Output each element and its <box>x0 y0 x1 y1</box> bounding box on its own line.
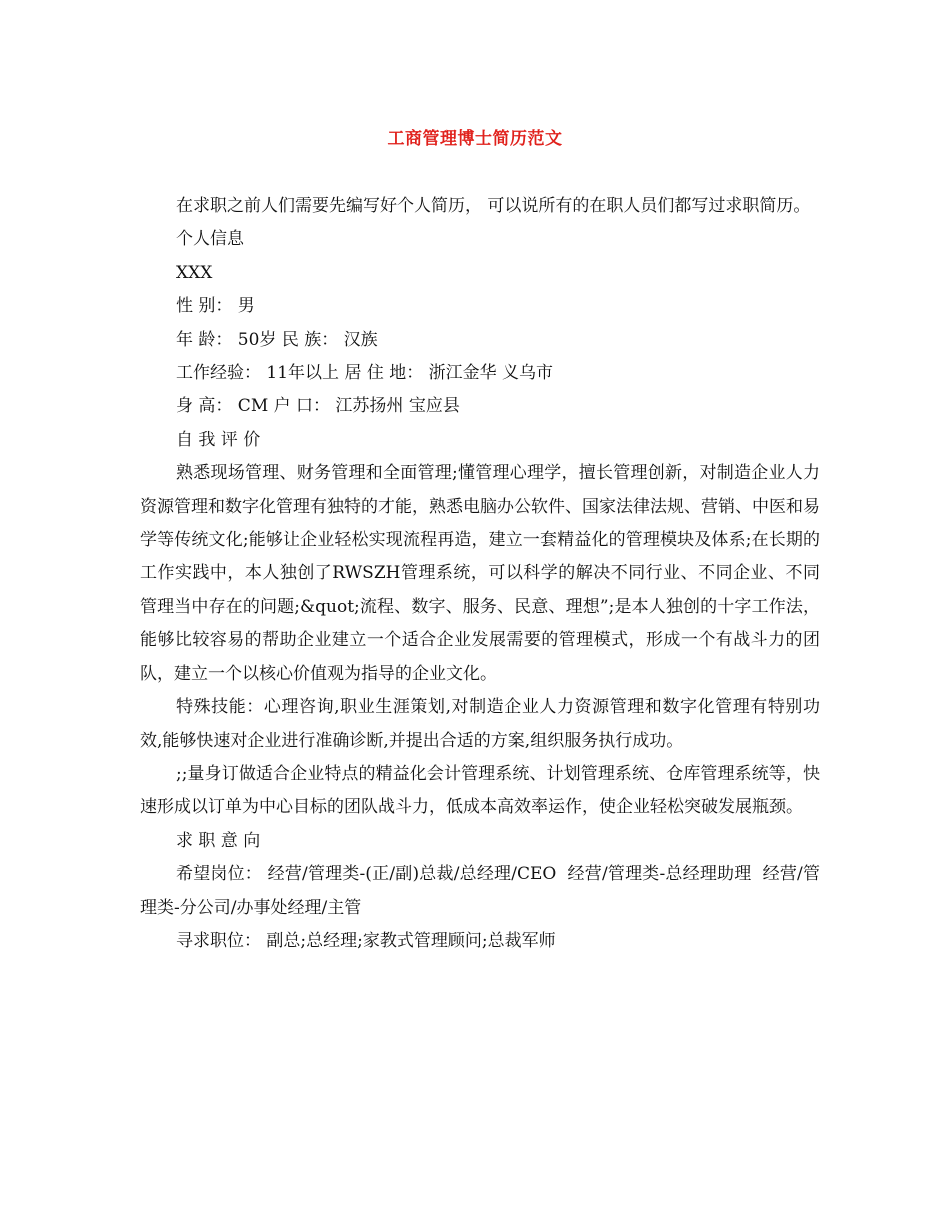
gender-line: 性 别： 男 <box>176 296 255 317</box>
section-heading-job-intention: 求 职 意 向 <box>176 830 261 851</box>
custom-systems-paragraph: ;;量身订做适合企业特点的精益化会计管理系统、计划管理系统、仓库管理系统等，快速形成以订单为中心目标的团队战斗力，低成本高效率运作，使企业轻松突破发展瓶颈。 <box>140 763 820 818</box>
experience-residence-line: 工作经验： 11年以上 居 住 地： 浙江金华 义乌市 <box>176 363 554 384</box>
sought-positions-line: 寻求职位： 副总;总经理;家教式管理顾问;总裁军师 <box>176 930 556 951</box>
desired-positions-line: 希望岗位： 经营/管理类-(正/副)总裁/总经理/CEO 经营/管理类-总经理助理 经营/管理类-分公司/办事处经理/主管 <box>140 864 820 918</box>
age-ethnicity-line: 年 龄： 50岁 民 族： 汉族 <box>176 329 378 350</box>
document-title: 工商管理博士简历范文 <box>387 129 563 149</box>
document-body <box>140 190 820 958</box>
section-heading-personal-info: 个人信息 <box>176 229 244 250</box>
section-heading-self-evaluation: 自 我 评 价 <box>176 429 261 450</box>
name-line: XXX <box>176 262 213 283</box>
intro-paragraph: 在求职之前人们需要先编写好个人简历， 可以说所有的在职人员们都写过求职简历。 <box>176 196 811 216</box>
special-skills-paragraph: 特殊技能：心理咨询,职业生涯策划,对制造企业人力资源管理和数字化管理有特别功效,能够快速对企业进行准确诊断,并提出合适的方案,组织服务执行成功。 <box>140 697 820 751</box>
height-hukou-line: 身 高： CM 户 口： 江苏扬州 宝应县 <box>176 396 460 417</box>
self-evaluation-paragraph: 熟悉现场管理、财务管理和全面管理;懂管理心理学，擅长管理创新，对制造企业人力资源管理和数字化管理有独特的才能，熟悉电脑办公软件、国家法律法规、营销、中医和易学等传统文化;能够让企业轻松实现流程再造，建立一套精益化的管理模块及体系;在长期的工作实践中，本人独创了RWSZH管理系统，可以科学的解决不同行业、不同企业、不同管理当中存在的问题;&quot;流程、数字、服务、民意、理想”;是本人独创的十字工作法，能够比较容易的帮助企业建立一个适合企业发展需要的管理模式，形成一个有战斗力的团队，建立一个以核心价值观为指导的企业文化。 <box>140 463 820 684</box>
